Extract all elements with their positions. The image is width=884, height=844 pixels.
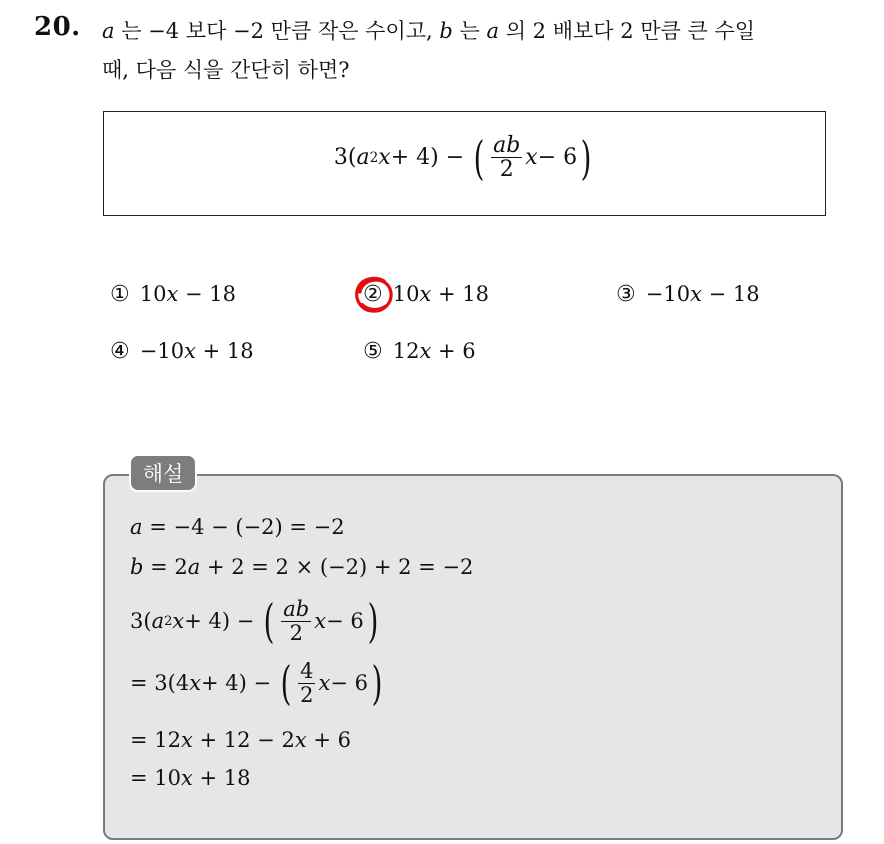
expr-part: 3( xyxy=(333,145,357,171)
choice-text: −10 xyxy=(139,339,185,363)
solution-text: = 2 xyxy=(143,555,188,579)
var-x: x xyxy=(378,145,391,171)
var-x: x xyxy=(525,145,538,171)
choice-text: − 18 xyxy=(178,282,236,306)
expression xyxy=(333,130,595,185)
solution-line-5 xyxy=(130,728,351,752)
var-x: x xyxy=(314,609,327,633)
var-x: x xyxy=(318,671,331,695)
choice-text: + 18 xyxy=(431,282,489,306)
expr-part: − 6 xyxy=(537,145,578,171)
solution-text: + 6 xyxy=(306,728,351,752)
solution-text: + 18 xyxy=(192,766,251,790)
var-x: x xyxy=(172,609,185,633)
solution-text: = 12 xyxy=(130,728,181,752)
fraction-denominator: 2 xyxy=(300,682,314,707)
fraction-numerator: ab xyxy=(493,133,521,158)
var-a: a xyxy=(187,555,201,579)
solution-line-2 xyxy=(130,555,473,579)
var-x: x xyxy=(189,671,202,695)
right-paren: ) xyxy=(580,130,592,185)
solution-tab-label: 해설 xyxy=(129,454,197,492)
choice-3[interactable] xyxy=(616,282,760,307)
question-line-1 xyxy=(102,15,755,45)
question-text: 는 xyxy=(452,19,487,43)
choice-4[interactable] xyxy=(110,339,254,364)
question-text: 의 2 배보다 2 만큼 큰 수일 xyxy=(499,19,756,43)
choice-text: 10 xyxy=(392,282,420,306)
fraction-denominator: 2 xyxy=(289,620,303,645)
solution-text: + 12 − 2 xyxy=(192,728,295,752)
solution-text: − 6 xyxy=(330,671,368,695)
fraction xyxy=(491,134,522,181)
solution-line-4 xyxy=(130,656,386,710)
choice-text: 10 xyxy=(139,282,167,306)
choice-marker: ⑤ xyxy=(363,339,383,364)
var-b: b xyxy=(439,19,453,43)
solution-line-3 xyxy=(130,594,382,648)
fraction xyxy=(281,598,311,643)
choice-text: + 6 xyxy=(431,339,476,363)
fraction-numerator: ab xyxy=(283,597,310,622)
fraction-denominator: 2 xyxy=(499,157,514,183)
question-line-2: 때, 다음 식을 간단히 하면? xyxy=(102,58,350,82)
choice-1[interactable] xyxy=(110,282,236,307)
solution-text: = 10 xyxy=(130,766,181,790)
solution-text: 3( xyxy=(130,609,152,633)
choice-5[interactable] xyxy=(363,339,476,364)
choice-text: −10 xyxy=(645,282,691,306)
left-paren: ( xyxy=(263,594,275,648)
choice-text: 12 xyxy=(392,339,420,363)
var-a: a xyxy=(102,19,115,43)
var-x: x xyxy=(419,282,432,306)
expr-part: + 4) − xyxy=(390,145,465,171)
fraction-numerator: 4 xyxy=(300,659,314,684)
var-b: b xyxy=(130,555,144,579)
solution-text: = 3(4 xyxy=(130,671,190,695)
solution-text: + 4) − xyxy=(201,671,272,695)
var-x: x xyxy=(690,282,702,306)
fraction xyxy=(298,660,315,705)
right-paren: ) xyxy=(371,656,383,710)
var-a: a xyxy=(130,515,143,539)
left-paren: ( xyxy=(473,130,485,185)
exponent: 2 xyxy=(369,149,379,166)
solution-line-6 xyxy=(130,766,251,790)
choice-marker: ② xyxy=(363,282,383,307)
choice-text: − 18 xyxy=(701,282,760,306)
solution-line-1 xyxy=(130,515,345,539)
answer-mark-circle xyxy=(354,276,394,314)
solution-text: + 4) − xyxy=(184,609,255,633)
question-number: 20. xyxy=(34,12,81,42)
var-a: a xyxy=(151,609,165,633)
var-x: x xyxy=(181,766,193,790)
choice-marker: ① xyxy=(110,282,130,307)
solution-text: + 2 = 2 × (−2) + 2 = −2 xyxy=(200,555,474,579)
choice-marker: ③ xyxy=(616,282,636,307)
var-x: x xyxy=(419,339,432,363)
choice-text: + 18 xyxy=(195,339,254,363)
var-x: x xyxy=(166,282,179,306)
choice-marker: ④ xyxy=(110,339,130,364)
var-x: x xyxy=(294,728,307,752)
question-text: 는 −4 보다 −2 만큼 작은 수이고, xyxy=(114,19,440,43)
exponent: 2 xyxy=(164,613,173,629)
right-paren: ) xyxy=(367,594,379,648)
expression-box xyxy=(103,111,826,216)
var-x: x xyxy=(181,728,193,752)
solution-text: = −4 − (−2) = −2 xyxy=(142,515,345,539)
var-a: a xyxy=(356,145,370,171)
var-a: a xyxy=(486,19,500,43)
left-paren: ( xyxy=(280,656,292,710)
var-x: x xyxy=(184,339,196,363)
solution-text: − 6 xyxy=(326,609,364,633)
